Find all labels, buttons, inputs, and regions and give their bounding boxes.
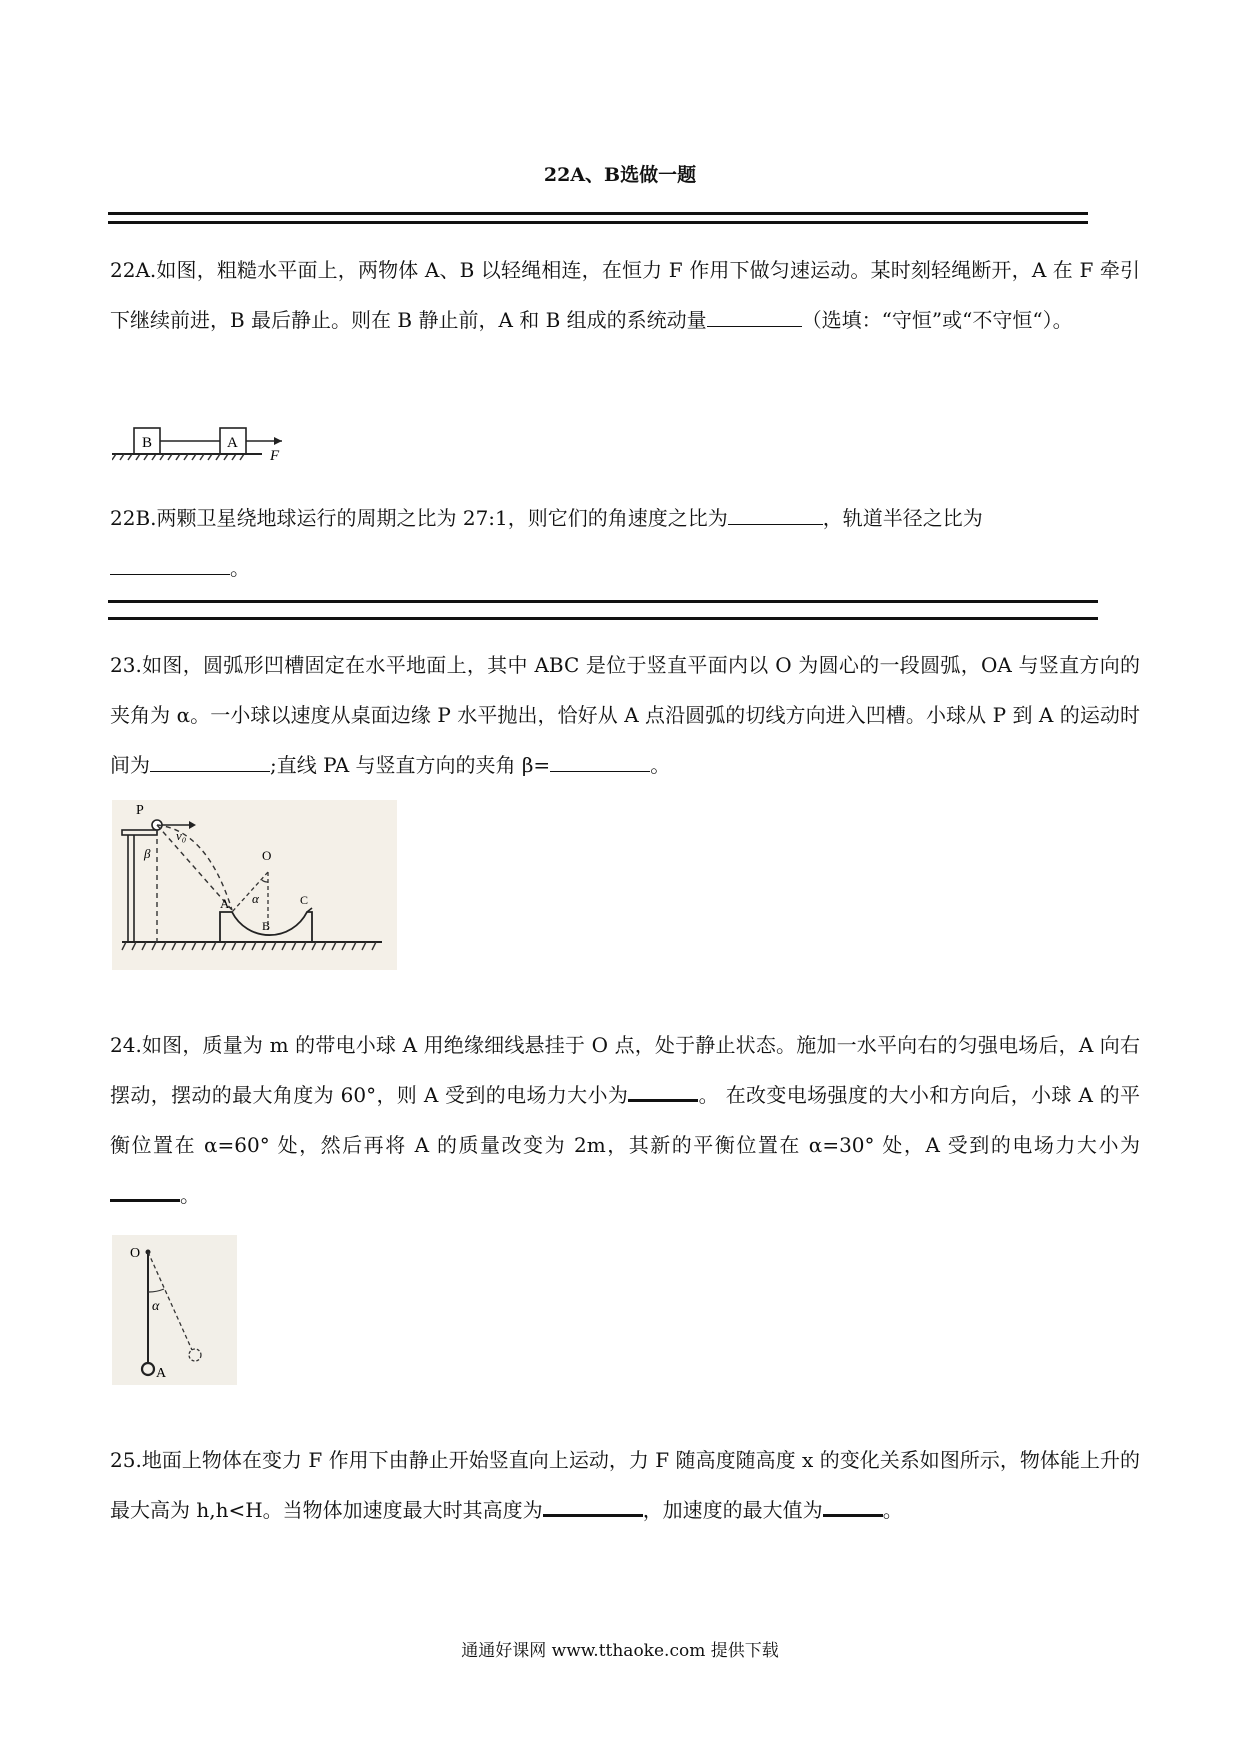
divider-mid-1 xyxy=(108,600,1098,603)
question-25-text-mid: ，加速度的最大值为 xyxy=(642,1498,823,1522)
question-24 xyxy=(110,1020,1140,1220)
answer-blank-22b-2 xyxy=(110,553,230,575)
page-footer: 通通好课网 www.tthaoke.com 提供下载 xyxy=(461,1641,779,1661)
divider-top-1 xyxy=(108,212,1088,215)
question-22a xyxy=(110,245,1140,345)
divider-mid-2 xyxy=(108,617,1098,620)
answer-blank-22a xyxy=(707,305,802,327)
answer-blank-25-1 xyxy=(543,1493,643,1517)
question-23-text: 23.如图，圆弧形凹槽固定在水平地面上，其中 ABC 是位于竖直平面内以 O 为圆心的一段圆弧，OA 与竖直方向的夹角为 α。一小球以速度从桌面边缘 P 水平抛出，恰好从 A 点沿圆弧的切线方向进入凹槽。小球从 P 到 A 的运动时间为 xyxy=(110,653,1140,777)
answer-blank-25-2 xyxy=(823,1493,883,1517)
question-24-text: 24.如图，质量为 m 的带电小球 A 用绝缘细线悬挂于 O 点，处于静止状态。施加一水平向右的匀强电场后，A 向右摆动，摆动的最大角度为 60°，则 A 受到的电场力大小为 xyxy=(110,1033,1140,1107)
divider-top-2 xyxy=(108,221,1088,224)
label-a: A xyxy=(156,1366,167,1381)
answer-blank-23-1 xyxy=(150,750,270,772)
question-22b-text: 22B.两颗卫星绕地球运行的周期之比为 27:1，则它们的角速度之比为 xyxy=(110,506,728,530)
label-a: A xyxy=(227,435,238,451)
label-alpha: α xyxy=(252,891,259,906)
question-22b xyxy=(110,493,1140,593)
answer-blank-22b-1 xyxy=(728,503,823,525)
answer-blank-24-1 xyxy=(628,1078,698,1102)
label-o: O xyxy=(262,848,272,863)
label-o: O xyxy=(130,1246,141,1261)
label-b: B xyxy=(142,435,153,451)
label-beta: β xyxy=(144,846,151,861)
question-24-text-end: 。 xyxy=(180,1183,200,1207)
question-25-text-end: 。 xyxy=(882,1498,903,1522)
answer-blank-24-2 xyxy=(110,1178,180,1202)
figure-22a-blocks xyxy=(112,412,292,462)
question-23 xyxy=(110,640,1140,790)
label-c: C xyxy=(300,893,309,907)
label-p: P xyxy=(136,803,144,818)
figure-24-pendulum xyxy=(112,1235,237,1385)
label-a: A xyxy=(220,896,230,911)
label-f: F xyxy=(270,448,280,462)
figure-23-projectile xyxy=(112,800,397,970)
question-22b-text-end: 。 xyxy=(230,556,250,580)
section-title: 22A、B选做一题 xyxy=(543,164,697,186)
label-alpha: α xyxy=(152,1299,160,1314)
label-v0: v₀ xyxy=(176,828,187,843)
question-24-text-mid: 。 在改变电场强度的大小和方向后，小球 A 的平衡位置在 α=60° 处，然后再将 A 的质量改变为 2m，其新的平衡位置在 α=30° 处，A 受到的电场力大小为 xyxy=(110,1083,1141,1157)
label-b: B xyxy=(262,919,271,933)
question-25-text: 25.地面上物体在变力 F 作用下由静止开始竖直向上运动，力 F 随高度随高度 x 的变化关系如图所示，物体能上升的最大高为 h,h<H。当物体加速度最大时其高度为 xyxy=(110,1448,1140,1522)
question-22a-text-end: （选填：“守恒”或“不守恒“）。 xyxy=(801,308,1073,332)
question-22a-text: 22A.如图，粗糙水平面上，两物体 A、B 以轻绳相连，在恒力 F 作用下做匀速运动。某时刻轻绳断开，A 在 F 牵引下继续前进，B 最后静止。则在 B 静止前，A 和 B 组成的系统动量 xyxy=(110,258,1140,332)
question-25 xyxy=(110,1435,1140,1535)
question-23-text-mid: ;直线 PA 与竖直方向的夹角 β= xyxy=(270,753,551,777)
question-23-text-end: 。 xyxy=(650,753,671,777)
question-22b-text-mid: ，轨道半径之比为 xyxy=(822,506,983,530)
answer-blank-23-2 xyxy=(550,750,650,772)
